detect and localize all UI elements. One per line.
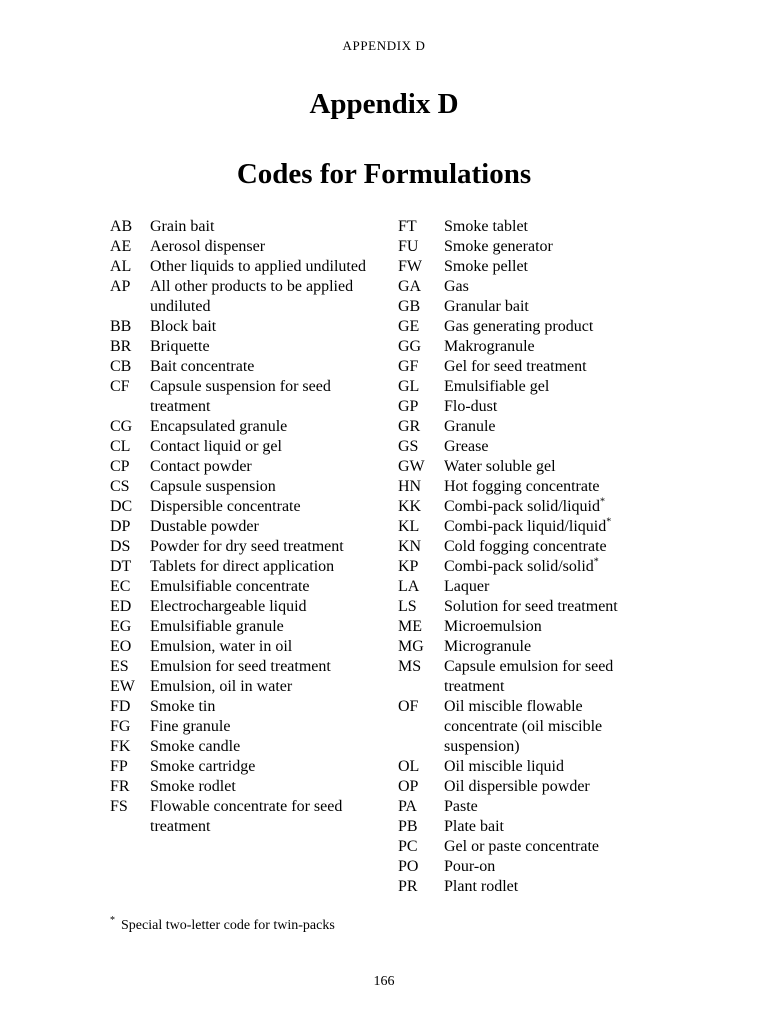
description-text: All other products to be applied undiluted — [150, 278, 354, 315]
formulation-description — [444, 337, 658, 357]
description-text: Grease — [444, 438, 489, 455]
formulation-code: KP — [398, 558, 419, 575]
code-entry — [398, 517, 658, 537]
formulation-code: GA — [398, 278, 422, 295]
code-entry — [110, 737, 380, 757]
description-text: Smoke rodlet — [150, 778, 236, 795]
formulation-description — [444, 257, 658, 277]
code-entry — [110, 417, 380, 437]
code-entry — [398, 817, 658, 837]
code-entry — [110, 337, 380, 357]
code-entry — [110, 277, 380, 317]
formulation-description — [150, 317, 380, 337]
formulation-description — [150, 657, 380, 677]
formulation-code: OP — [398, 778, 419, 795]
description-text: Powder for dry seed treatment — [150, 538, 344, 555]
footnote-marker: * — [110, 915, 115, 927]
code-entry — [398, 617, 658, 637]
description-text: Combi-pack solid/solid — [444, 558, 594, 575]
formulation-code: ME — [398, 618, 422, 635]
code-entry — [110, 717, 380, 737]
description-text: Smoke tablet — [444, 218, 528, 235]
formulation-description — [150, 277, 380, 317]
formulation-code: FS — [110, 798, 128, 815]
formulation-code: PA — [398, 798, 417, 815]
code-entry — [110, 357, 380, 377]
code-entry — [398, 437, 658, 457]
page-subtitle: Codes for Formulations — [236, 158, 532, 190]
formulation-code: AB — [110, 218, 133, 235]
code-entry — [398, 377, 658, 397]
formulation-description — [444, 437, 658, 457]
description-text: Block bait — [150, 318, 217, 335]
formulation-code: KL — [398, 518, 420, 535]
description-text: Flowable concentrate for seed treatment — [150, 798, 343, 835]
formulation-description — [150, 717, 380, 737]
formulation-code: FR — [110, 778, 130, 795]
page-number: 166 — [373, 974, 395, 989]
code-entry — [110, 497, 380, 517]
formulation-description — [444, 497, 658, 517]
description-text: Gas generating product — [444, 318, 594, 335]
description-text: Oil dispersible powder — [444, 778, 590, 795]
description-text: Smoke generator — [444, 238, 553, 255]
formulation-description — [444, 457, 658, 477]
formulation-description — [150, 517, 380, 537]
formulation-description — [150, 677, 380, 697]
formulation-description — [444, 657, 658, 697]
formulation-description — [444, 557, 658, 577]
formulation-code: AE — [110, 238, 132, 255]
formulation-code: CP — [110, 458, 130, 475]
description-text: Hot fogging concentrate — [444, 478, 600, 495]
codes-column-right — [398, 217, 658, 897]
formulation-code: CB — [110, 358, 132, 375]
description-text: Tablets for direct application — [150, 558, 335, 575]
formulation-code: GG — [398, 338, 422, 355]
description-text: Makrogranule — [444, 338, 535, 355]
code-entry — [110, 237, 380, 257]
formulation-description — [444, 697, 658, 757]
formulation-description — [444, 797, 658, 817]
code-entry — [110, 577, 380, 597]
formulation-code: AP — [110, 278, 131, 295]
formulation-description — [150, 697, 380, 717]
description-text: Combi-pack liquid/liquid — [444, 518, 607, 535]
code-entry — [398, 537, 658, 557]
formulation-description — [150, 597, 380, 617]
description-text: Combi-pack solid/liquid — [444, 498, 600, 515]
formulation-code: FK — [110, 738, 131, 755]
formulation-code: EG — [110, 618, 132, 635]
formulation-code: FW — [398, 258, 422, 275]
description-text: Other liquids to applied undiluted — [150, 258, 366, 275]
description-text: Oil miscible liquid — [444, 758, 564, 775]
formulation-code: EW — [110, 678, 135, 695]
formulation-code: FD — [110, 698, 131, 715]
formulation-description — [150, 237, 380, 257]
description-text: Emulsion, water in oil — [150, 638, 293, 655]
twin-pack-marker: * — [593, 556, 599, 568]
code-entry — [398, 317, 658, 337]
code-entry — [398, 777, 658, 797]
formulation-description — [150, 437, 380, 457]
description-text: Cold fogging concentrate — [444, 538, 607, 555]
formulation-code: GR — [398, 418, 421, 435]
formulation-description — [444, 837, 658, 857]
description-text: Smoke candle — [150, 738, 241, 755]
formulation-description — [444, 277, 658, 297]
code-entry — [110, 637, 380, 657]
formulation-code: FU — [398, 238, 419, 255]
formulation-description — [444, 637, 658, 657]
description-text: Granule — [444, 418, 496, 435]
code-entry — [398, 237, 658, 257]
description-text: Bait concentrate — [150, 358, 255, 375]
description-text: Contact powder — [150, 458, 252, 475]
running-head: APPENDIX D — [342, 38, 426, 53]
formulation-code: PR — [398, 878, 418, 895]
formulation-description — [444, 817, 658, 837]
code-entry — [398, 837, 658, 857]
code-entry — [398, 257, 658, 277]
description-text: Microgranule — [444, 638, 532, 655]
formulation-description — [444, 857, 658, 877]
description-text: Smoke pellet — [444, 258, 528, 275]
description-text: Laquer — [444, 578, 490, 595]
code-entry — [110, 557, 380, 577]
formulation-code: MG — [398, 638, 424, 655]
description-text: Emulsifiable granule — [150, 618, 284, 635]
code-entry — [398, 457, 658, 477]
formulation-description — [150, 477, 380, 497]
formulation-description — [150, 417, 380, 437]
code-entry — [398, 577, 658, 597]
formulation-description — [150, 537, 380, 557]
code-entry — [110, 317, 380, 337]
code-entry — [110, 217, 380, 237]
formulation-description — [150, 617, 380, 637]
formulation-code: EC — [110, 578, 131, 595]
codes-column-left — [110, 217, 380, 837]
formulation-description — [444, 597, 658, 617]
description-text: Gel or paste concentrate — [444, 838, 600, 855]
formulation-code: FT — [398, 218, 417, 235]
formulation-code: FP — [110, 758, 128, 775]
formulation-code: KN — [398, 538, 422, 555]
code-entry — [398, 297, 658, 317]
footnote — [110, 915, 335, 934]
formulation-description — [150, 497, 380, 517]
formulation-code: GL — [398, 378, 420, 395]
description-text: Water soluble gel — [444, 458, 556, 475]
formulation-code: PB — [398, 818, 418, 835]
formulation-code: LS — [398, 598, 417, 615]
description-text: Grain bait — [150, 218, 215, 235]
formulation-description — [150, 377, 380, 417]
formulation-description — [150, 777, 380, 797]
code-entry — [110, 517, 380, 537]
code-entry — [398, 857, 658, 877]
code-entry — [110, 617, 380, 637]
code-entry — [398, 497, 658, 517]
code-entry — [110, 457, 380, 477]
formulation-code: GS — [398, 438, 419, 455]
description-text: Solution for seed treatment — [444, 598, 618, 615]
code-entry — [110, 657, 380, 677]
formulation-description — [150, 457, 380, 477]
code-entry — [398, 657, 658, 697]
formulation-code: BB — [110, 318, 132, 335]
formulation-code: CS — [110, 478, 130, 495]
description-text: Emulsion, oil in water — [150, 678, 293, 695]
code-entry — [110, 677, 380, 697]
description-text: Gas — [444, 278, 469, 295]
code-entry — [110, 797, 380, 837]
formulation-code: BR — [110, 338, 132, 355]
formulation-code: GF — [398, 358, 419, 375]
code-entry — [398, 477, 658, 497]
code-entry — [398, 557, 658, 577]
formulation-description — [150, 337, 380, 357]
description-text: Electrochargeable liquid — [150, 598, 307, 615]
code-entry — [398, 597, 658, 617]
formulation-code: CF — [110, 378, 130, 395]
description-text: Emulsion for seed treatment — [150, 658, 331, 675]
description-text: Emulsifiable gel — [444, 378, 550, 395]
description-text: Briquette — [150, 338, 210, 355]
code-entry — [398, 277, 658, 297]
description-text: Gel for seed treatment — [444, 358, 587, 375]
code-entry — [110, 257, 380, 277]
description-text: Fine granule — [150, 718, 231, 735]
formulation-description — [150, 737, 380, 757]
code-entry — [398, 797, 658, 817]
description-text: Paste — [444, 798, 478, 815]
formulation-code: LA — [398, 578, 420, 595]
formulation-code: OF — [398, 698, 419, 715]
description-text: Capsule suspension — [150, 478, 276, 495]
formulation-description — [150, 357, 380, 377]
formulation-code: GP — [398, 398, 419, 415]
code-entry — [110, 757, 380, 777]
formulation-code: MS — [398, 658, 422, 675]
description-text: Plate bait — [444, 818, 504, 835]
formulation-description — [150, 757, 380, 777]
code-entry — [398, 637, 658, 657]
code-entry — [110, 537, 380, 557]
page-title: Appendix D — [309, 88, 459, 120]
formulation-code: GE — [398, 318, 420, 335]
formulation-code: PC — [398, 838, 418, 855]
formulation-description — [150, 257, 380, 277]
formulation-description — [444, 517, 658, 537]
description-text: Aerosol dispenser — [150, 238, 266, 255]
code-entry — [110, 477, 380, 497]
code-entry — [110, 777, 380, 797]
description-text: Dustable powder — [150, 518, 259, 535]
formulation-description — [444, 237, 658, 257]
formulation-description — [150, 217, 380, 237]
formulation-description — [150, 797, 380, 837]
formulation-description — [444, 877, 658, 897]
formulation-code: GW — [398, 458, 425, 475]
code-entry — [398, 697, 658, 757]
formulation-code: DS — [110, 538, 131, 555]
code-entry — [398, 757, 658, 777]
formulation-description — [444, 617, 658, 637]
formulation-code: FG — [110, 718, 131, 735]
formulation-code: DT — [110, 558, 132, 575]
description-text: Smoke cartridge — [150, 758, 256, 775]
code-entry — [398, 217, 658, 237]
formulation-code: PO — [398, 858, 419, 875]
code-entry — [398, 337, 658, 357]
formulation-code: AL — [110, 258, 132, 275]
description-text: Contact liquid or gel — [150, 438, 282, 455]
code-entry — [398, 357, 658, 377]
code-entry — [110, 597, 380, 617]
formulation-code: KK — [398, 498, 422, 515]
formulation-description — [444, 537, 658, 557]
formulation-code: DP — [110, 518, 131, 535]
formulation-description — [444, 317, 658, 337]
formulation-code: DC — [110, 498, 133, 515]
formulation-code: OL — [398, 758, 420, 775]
description-text: Granular bait — [444, 298, 529, 315]
formulation-description — [444, 377, 658, 397]
formulation-description — [150, 577, 380, 597]
description-text: Encapsulated granule — [150, 418, 288, 435]
formulation-description — [444, 777, 658, 797]
twin-pack-marker: * — [600, 496, 605, 508]
description-text: Microemulsion — [444, 618, 542, 635]
formulation-description — [444, 477, 658, 497]
code-entry — [110, 377, 380, 417]
formulation-description — [150, 637, 380, 657]
description-text: Dispersible concentrate — [150, 498, 301, 515]
formulation-code: ED — [110, 598, 132, 615]
formulation-code: CL — [110, 438, 131, 455]
formulation-description — [150, 557, 380, 577]
code-entry — [398, 397, 658, 417]
formulation-code: ES — [110, 658, 129, 675]
description-text: Capsule emulsion for seed treatment — [444, 658, 614, 695]
formulation-code: GB — [398, 298, 421, 315]
formulation-description — [444, 417, 658, 437]
formulation-description — [444, 217, 658, 237]
formulation-description — [444, 297, 658, 317]
code-entry — [110, 697, 380, 717]
formulation-description — [444, 357, 658, 377]
description-text: Flo-dust — [444, 398, 498, 415]
description-text: Smoke tin — [150, 698, 216, 715]
formulation-code: CG — [110, 418, 133, 435]
description-text: Pour-on — [444, 858, 496, 875]
code-entry — [398, 417, 658, 437]
formulation-code: EO — [110, 638, 132, 655]
formulation-code: HN — [398, 478, 422, 495]
formulation-description — [444, 757, 658, 777]
description-text: Plant rodlet — [444, 878, 519, 895]
description-text: Oil miscible flowable concentrate (oil miscible suspension) — [444, 698, 603, 755]
footnote-text: Special two-letter code for twin-packs — [121, 918, 335, 933]
description-text: Capsule suspension for seed treatment — [150, 378, 331, 415]
description-text: Emulsifiable concentrate — [150, 578, 310, 595]
twin-pack-marker: * — [606, 516, 612, 528]
formulation-description — [444, 397, 658, 417]
formulation-description — [444, 577, 658, 597]
code-entry — [110, 437, 380, 457]
code-entry — [398, 877, 658, 897]
